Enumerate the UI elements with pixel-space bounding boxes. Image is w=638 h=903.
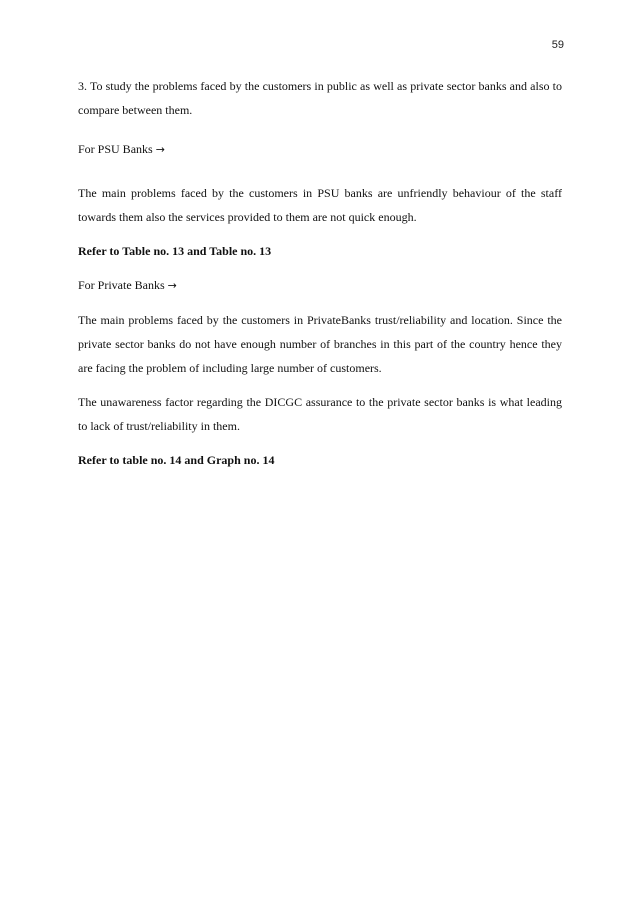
document-body [78,74,562,472]
psu-problems-paragraph: The main problems faced by the customers in PSU banks are unfriendly behaviour of the staff towards them also the services provided to them are not quick enough. [78,186,562,224]
objective-paragraph: 3. To study the problems faced by the customers in public as well as private sector banks and also to compare between them. [78,79,562,117]
private-heading [78,273,562,298]
page-number: 59 [551,39,564,51]
psu-heading [78,137,562,162]
psu-reference: Refer to Table no. 13 and Table no. 13 [78,244,272,258]
private-heading-label: For Private Banks [78,278,165,292]
private-reference: Refer to table no. 14 and Graph no. 14 [78,453,275,467]
unawareness-paragraph: The unawareness factor regarding the DICGC assurance to the private sector banks is what leading to lack of trust/reliability in them. [78,395,562,433]
right-arrow-icon: → [155,143,165,156]
psu-heading-label: For PSU Banks [78,142,153,156]
private-problems-paragraph: The main problems faced by the customers in PrivateBanks trust/reliability and location. Since the private sector banks do not have enough number of branches in this part of the country hence they are facing the problem of including large number of customers. [78,313,562,375]
right-arrow-icon: → [167,279,177,292]
